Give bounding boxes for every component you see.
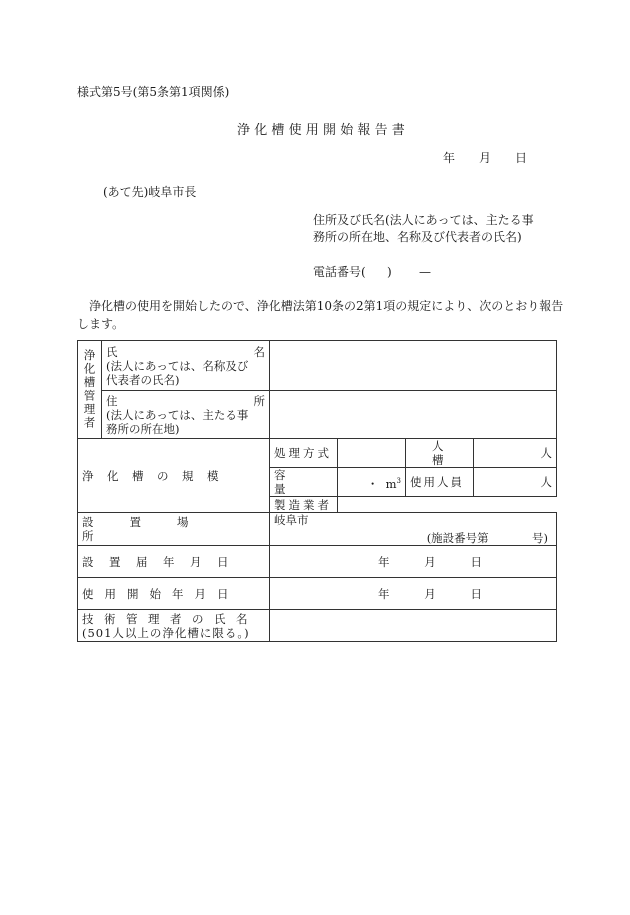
location-city: 岐阜市 — [274, 513, 309, 527]
manager-name-label-cell — [102, 341, 270, 391]
use-start-date-label: 使用開始年月日 — [78, 578, 270, 610]
applicant-address-name-line2: 務所の所在地、名称及び代表者の氏名) — [313, 230, 522, 244]
facility-number-label: (施設番号第 — [426, 531, 489, 545]
name-label-a: 氏 — [106, 344, 118, 359]
manager-header: 浄化槽管理者 — [78, 341, 102, 439]
date-line — [443, 150, 527, 166]
name-note-line1: (法人にあっては、名称及び — [106, 358, 249, 373]
persons-tank-label: 人槽 — [406, 439, 474, 468]
users-count-label: 使用人員 — [406, 468, 474, 497]
install-day: 日 — [470, 554, 482, 569]
location-value[interactable] — [270, 513, 557, 546]
applicant-address-name-line1: 住所及び氏名(法人にあっては、主たる事 — [313, 213, 534, 227]
install-notice-date-value[interactable] — [270, 546, 557, 578]
users-count-value[interactable] — [474, 468, 557, 497]
technical-manager-label — [78, 610, 270, 642]
manager-address-label-cell — [102, 391, 270, 439]
technical-manager-line2: (501人以上の浄化槽に限る。) — [82, 625, 250, 640]
install-notice-date-label: 設置届年月日 — [78, 546, 270, 578]
use-start-day: 日 — [470, 586, 482, 601]
report-table — [77, 340, 557, 642]
date-day-label: 日 — [514, 151, 527, 165]
facility-number — [427, 531, 548, 545]
users-count-unit: 人 — [540, 475, 552, 489]
date-month-label: 月 — [478, 151, 491, 165]
date-year-label: 年 — [443, 151, 456, 165]
technical-manager-value[interactable] — [270, 610, 557, 642]
page-title: 浄化槽使用開始報告書 — [237, 123, 410, 138]
applicant-phone-dash: — — [419, 265, 431, 279]
form-number: 様式第5号(第5条第1項関係) — [77, 85, 230, 99]
scale-label-cell — [78, 439, 270, 513]
body-text-line1: 浄化槽の使用を開始したので、浄化槽法第10条の2第1項の規定により、次のとおり報告 — [89, 299, 564, 313]
manufacturer-label: 製造業者 — [270, 497, 338, 513]
technical-manager-line1: 技術管理者の氏名 — [82, 611, 258, 626]
location-label: 設置場所 — [78, 513, 270, 546]
name-label-b: 名 — [253, 344, 265, 359]
use-start-date-value[interactable] — [270, 578, 557, 610]
capacity-unit: m — [385, 476, 397, 491]
applicant-phone-label: 電話番号( — [313, 265, 366, 279]
facility-number-end: 号) — [532, 531, 548, 545]
use-start-month: 月 — [424, 586, 436, 601]
address-label-b: 所 — [253, 393, 265, 408]
capacity-dot: ・ — [366, 476, 379, 491]
scale-label: 浄化槽の規模 — [82, 468, 232, 483]
applicant-phone-close: ) — [387, 265, 392, 279]
install-year: 年 — [378, 554, 390, 569]
addressee: (あて先)岐阜市長 — [103, 185, 197, 199]
manager-address-value[interactable] — [270, 391, 557, 439]
manager-name-value[interactable] — [270, 341, 557, 391]
address-label-a: 住 — [106, 393, 118, 408]
persons-tank-value[interactable] — [474, 439, 557, 468]
body-text-line2: します。 — [77, 317, 125, 331]
treatment-method-value[interactable] — [338, 439, 406, 468]
name-note-line2: 代表者の氏名) — [106, 372, 180, 387]
treatment-method-label: 処理方式 — [270, 439, 338, 468]
persons-tank-unit: 人 — [540, 446, 552, 460]
address-note-line1: (法人にあっては、主たる事 — [106, 407, 249, 422]
capacity-label: 容量 — [270, 468, 338, 497]
capacity-value[interactable] — [338, 468, 406, 497]
capacity-unit-sup: 3 — [396, 476, 401, 485]
use-start-year: 年 — [378, 586, 390, 601]
manufacturer-value[interactable] — [338, 497, 557, 513]
address-note-line2: 務所の所在地) — [106, 421, 180, 436]
install-month: 月 — [424, 554, 436, 569]
